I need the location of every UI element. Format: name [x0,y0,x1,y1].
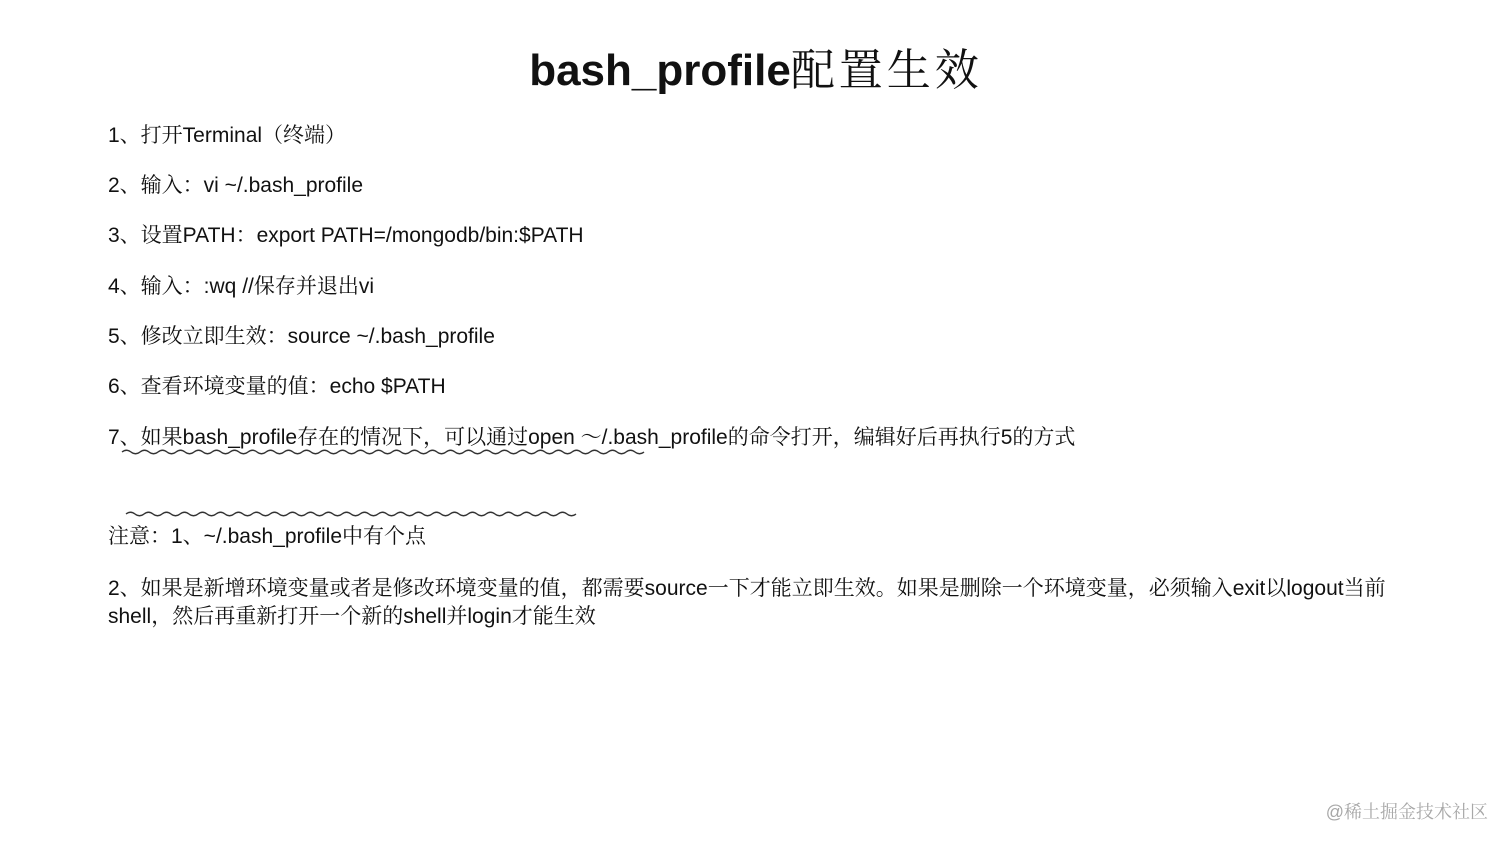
step-3: 3、设置PATH：export PATH=/mongodb/bin:$PATH [108,224,584,247]
slide-title [0,34,1512,98]
step-7: 7、如果bash_profile存在的情况下，可以通过open ～/.bash_profile的命令打开，编辑好后再执行5的方式 [108,426,1076,449]
step-2: 2、输入：vi ~/.bash_profile [108,174,364,197]
squiggle-underline-step-7 [120,444,640,460]
step-1: 1、打开Terminal（终端） [108,124,347,147]
step-5: 5、修改立即生效：source ~/.bash_profile [108,325,495,348]
note-2: 2、如果是新增环境变量或者是修改环境变量的值，都需要source一下才能立即生效。如果是删除一个环境变量，必须输入exit以logout当前shell，然后再重新打开一个新的shell并login才能生效 [108,577,1386,628]
slide-title-latin: bash_profile [529,46,791,95]
slide-title-cjk: 配置生效 [790,46,983,95]
squiggle-path-2 [126,512,576,516]
squiggle-underline-note [124,506,584,522]
step-6: 6、查看环境变量的值：echo $PATH [108,375,446,398]
squiggle-path-1 [122,450,644,454]
step-4: 4、输入：:wq //保存并退出vi [108,275,375,298]
watermark: @稀土掘金技术社区 [1325,802,1488,822]
note-1: 注意：1、~/.bash_profile中有个点 [108,525,427,548]
